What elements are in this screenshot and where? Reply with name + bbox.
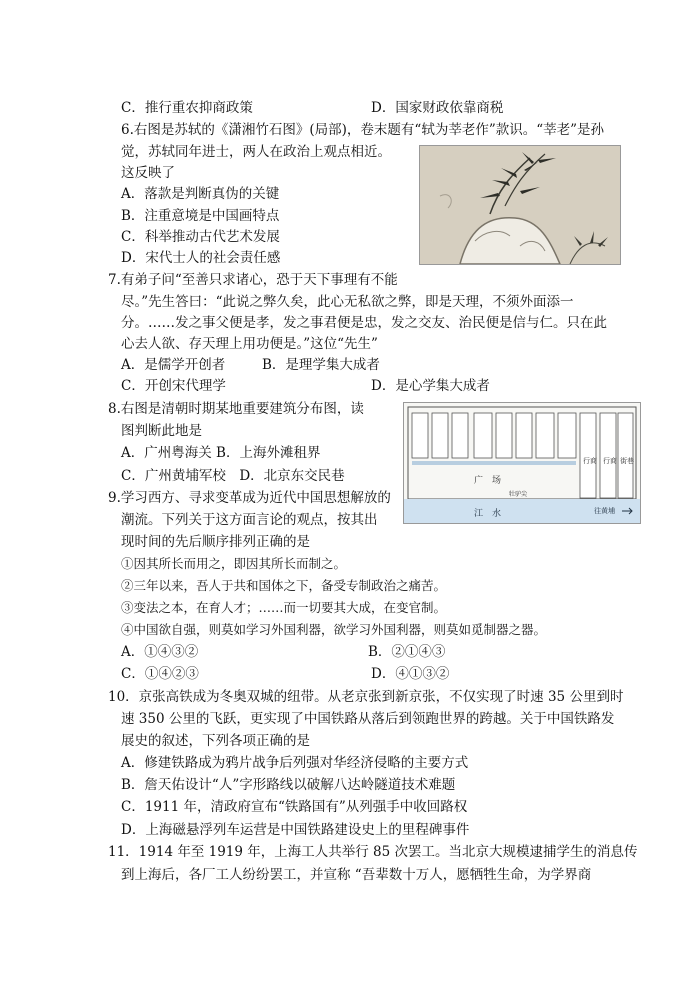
q10-stem-line2: 速 350 公里的飞跃，更实现了中国铁路从落后到领跑世界的跨越。关于中国铁路发: [121, 711, 615, 727]
q10-option-a: A．修建铁路成为鸦片战争后列强对华经济侵略的主要方式: [121, 755, 469, 771]
q9-option-d: D．④①③②: [371, 666, 450, 682]
building-layout-map: [403, 402, 641, 524]
q7-option-d: D．是心学集大成者: [371, 378, 490, 394]
q6-stem-line3: 这反映了: [121, 165, 175, 181]
q7-stem-line2: 尽。”先生答曰：“此说之弊久矣，此心无私欲之弊，即是天理，不须外面添一: [121, 294, 574, 310]
q5-option-c: C．推行重农抑商政策: [121, 100, 253, 116]
q7-stem-line4: 心去人欲、存天理上用功便是。”这位“先生”: [121, 336, 378, 352]
q8-option-ab: A．广州粤海关 B．上海外滩租界: [121, 445, 321, 461]
q10-option-c: C．1911 年，清政府宣布“铁路国有”从列强手中收回路权: [121, 799, 468, 815]
q7-stem-line1: 7.有弟子问“至善只求诸心，恐于天下事理有不能: [108, 272, 398, 288]
q9-option-a: A．①④③②: [121, 644, 199, 660]
q9-statement-2: ②三年以来，吾人于共和国体之下，备受专制政治之痛苦。: [121, 578, 447, 593]
q9-option-c: C．①④②③: [121, 666, 199, 682]
q6-option-a: A．落款是判断真伪的关键: [121, 186, 280, 202]
q10-stem-line1: 10．京张高铁成为冬奥双城的纽带。从老京张到新京张，不仅实现了时速 35 公里到时: [108, 689, 624, 705]
q10-stem-line3: 展史的叙述，下列各项正确的是: [121, 733, 310, 749]
q6-stem-line1: 6.右图是苏轼的《潇湘竹石图》(局部)，卷末题有“轼为莘老作”款识。“莘老”是孙: [121, 122, 605, 138]
q5-option-d: D．国家财政依靠商税: [371, 100, 504, 116]
q9-option-b: B．②①④③: [368, 644, 446, 660]
q10-option-d: D．上海磁悬浮列车运营是中国铁路建设史上的里程碑事件: [121, 822, 470, 838]
q10-option-b: B．詹天佑设计“人”字形路线以破解八达岭隧道技术难题: [121, 777, 456, 793]
q6-option-d: D．宋代士人的社会责任感: [121, 250, 281, 266]
map-shop-label-2: 行商: [603, 457, 617, 465]
q9-stem-line2: 潮流。下列关于这方面言论的观点，按其出: [121, 512, 378, 528]
q11-stem-line1: 11．1914 年至 1919 年，上海工人共举行 85 次罢工。当北京大规模逮捕学生的消息传: [108, 844, 638, 860]
map-shop-label-3: 街巷: [620, 457, 634, 465]
q8-option-cd: C．广州黄埔军校 D．北京东交民巷: [121, 468, 345, 484]
map-road-label: 牡驴尖: [509, 491, 528, 498]
q9-statement-3: ③变法之本，在育人才；……而一切要其大成，在变官制。: [121, 600, 447, 615]
q11-stem-line2: 到上海后，各厂工人纷纷罢工，并宣称 “吾辈数十万人，愿牺牲生命，为学界商: [121, 867, 592, 883]
q9-statement-1: ①因其所长而用之，即因其所长而制之。: [121, 556, 347, 571]
q8-stem-line1: 8.右图是清朝时期某地重要建筑分布图，读: [108, 401, 364, 417]
map-river-label: 江 水: [474, 509, 502, 519]
bamboo-rock-painting-image: [419, 145, 621, 265]
q7-option-c: C．开创宋代理学: [121, 378, 226, 394]
q6-option-b: B．注重意境是中国画特点: [121, 208, 280, 224]
q7-option-b: B．是理学集大成者: [262, 357, 380, 373]
q9-statement-4: ④中国欲自强，则莫如学习外国利器，欲学习外国利器，则莫如觅制器之器。: [121, 622, 547, 637]
map-shop-label-1: 行商: [583, 457, 597, 465]
q9-stem-line1: 9.学习西方、寻求变革成为近代中国思想解放的: [108, 490, 391, 506]
q6-stem-line2: 觉，苏轼同年进士，两人在政治上观点相近。: [121, 144, 391, 160]
map-direction-label: 往黄埔: [594, 507, 615, 515]
q9-stem-line3: 现时间的先后顺序排列正确的是: [121, 534, 310, 550]
q6-option-c: C．科举推动古代艺术发展: [121, 229, 280, 245]
map-plaza-label: 广 场: [474, 476, 502, 486]
q8-stem-line2: 图判断此地是: [121, 423, 202, 439]
q7-option-a: A．是儒学开创者: [121, 357, 226, 373]
q7-stem-line3: 分。……发之事父便是孝，发之事君便是忠，发之交友、治民便是信与仁。只在此: [121, 315, 607, 331]
